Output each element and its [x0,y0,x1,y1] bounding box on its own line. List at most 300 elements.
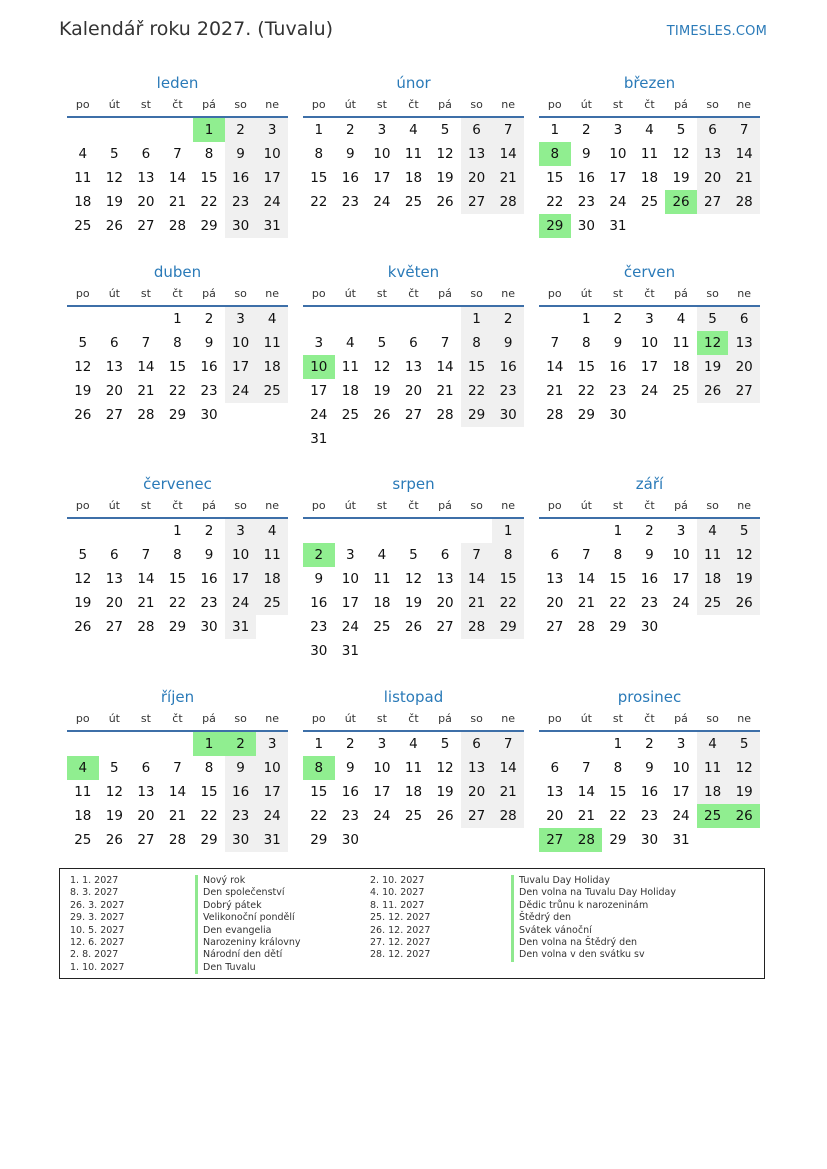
day-cell: 15 [168,571,187,587]
day-cell: 7 [173,760,182,776]
day-cell: 4 [67,756,99,780]
day-cell: 15 [609,784,627,800]
day-cell: 4 [377,547,387,563]
week-row [67,118,288,142]
weekday-label: ne [501,98,516,111]
weekday-label: út [108,287,120,300]
day-cell: 25 [74,832,92,848]
weekday-label: čt [172,98,183,111]
day-cell: 26 [697,379,729,403]
weekday-label: ne [501,712,516,725]
day-cell: 20 [137,808,155,824]
weekday-header [303,708,524,732]
day-cell: 7 [492,732,524,756]
month-7 [303,473,524,663]
day-cell: 1 [550,122,560,138]
month-6 [67,473,288,639]
weekday-header [539,94,760,118]
day-cell: 15 [168,359,187,375]
weekday-label: so [706,98,719,111]
empty-cell [728,828,760,852]
day-cell: 18 [74,808,92,824]
day-cell: 17 [256,166,288,190]
day-cell: 13 [404,359,423,375]
day-cell: 15 [310,170,328,186]
day-cell: 22 [461,379,493,403]
day-cell: 7 [582,547,591,563]
day-cell: 1 [613,736,623,752]
day-cell: 21 [492,780,524,804]
day-cell: 3 [346,547,355,563]
day-cell: 21 [461,591,493,615]
week-row [539,331,760,355]
week-row [303,756,524,780]
day-cell: 13 [105,359,123,375]
day-cell: 16 [609,359,627,375]
weekday-label: st [376,499,387,512]
day-cell: 18 [373,595,391,611]
empty-cell [366,639,398,663]
empty-cell [634,403,666,427]
weekday-label: so [234,98,247,111]
day-cell: 17 [672,571,690,587]
empty-cell [67,118,99,142]
day-cell: 9 [314,571,324,587]
day-cell: 4 [409,122,418,138]
day-cell: 25 [697,591,729,615]
day-cell: 28 [461,615,493,639]
day-cell: 10 [373,146,391,162]
empty-cell [99,519,131,543]
day-cell: 10 [225,331,257,355]
empty-cell [130,519,162,543]
empty-cell [256,615,288,639]
month-name: červenec [143,475,212,493]
day-cell: 19 [728,567,760,591]
day-cell: 21 [168,194,187,210]
day-cell: 29 [492,615,524,639]
weekday-label: po [311,712,326,725]
day-cell: 5 [728,732,760,756]
day-cell: 16 [341,784,359,800]
day-cell: 12 [728,543,760,567]
day-cell: 28 [436,407,454,423]
day-cell: 20 [697,166,729,190]
day-cell: 5 [110,146,119,162]
weekday-label: so [706,712,719,725]
weekday-label: po [311,98,326,111]
empty-cell [398,307,430,331]
legend-holiday-name: Velikonoční pondělí [195,912,301,924]
week-row [303,804,524,828]
month-name: květen [387,263,440,281]
week-row [303,639,524,663]
day-cell: 5 [377,335,387,351]
week-row [539,379,760,403]
day-cell: 27 [137,218,155,234]
legend-date: 10. 5. 2027 [70,924,125,936]
empty-cell [571,519,603,543]
legend-date: 29. 3. 2027 [70,912,125,924]
weekday-label: út [580,712,592,725]
day-cell: 31 [310,431,328,447]
weekday-header [67,94,288,118]
day-cell: 24 [256,190,288,214]
day-cell: 20 [105,595,123,611]
day-cell: 10 [303,355,335,379]
week-row [303,307,524,331]
day-cell: 17 [373,784,391,800]
empty-cell [67,307,99,331]
month-11 [539,686,760,852]
day-cell: 13 [697,142,729,166]
week-row [303,615,524,639]
day-cell: 5 [78,547,88,563]
weekday-label: pá [674,712,688,725]
week-row [539,615,760,639]
day-cell: 16 [577,170,595,186]
day-cell: 22 [577,383,595,399]
day-cell: 23 [200,595,218,611]
weekday-label: ne [501,499,516,512]
day-cell: 10 [225,543,257,567]
day-cell: 9 [204,547,214,563]
empty-cell [366,427,398,451]
day-cell: 18 [404,170,423,186]
day-cell: 11 [640,146,659,162]
week-row [539,828,760,852]
day-cell: 22 [200,194,218,210]
weekday-label: st [140,287,151,300]
day-cell: 28 [492,804,524,828]
day-cell: 30 [225,828,257,852]
day-cell: 22 [609,595,627,611]
weekday-label: ne [737,287,752,300]
day-cell: 29 [200,218,218,234]
day-cell: 28 [577,619,595,635]
day-cell: 25 [640,194,659,210]
day-cell: 21 [168,808,187,824]
day-cell: 2 [645,736,654,752]
day-cell: 14 [577,571,595,587]
day-cell: 26 [74,619,92,635]
empty-cell [429,828,461,852]
day-cell: 13 [105,571,123,587]
day-cell: 18 [341,383,359,399]
weekday-label: čt [172,499,183,512]
weekday-label: po [547,712,562,725]
day-cell: 17 [640,359,659,375]
legend-holiday-name: Dědic trůnu k narozeninám [511,900,676,912]
day-cell: 9 [225,142,257,166]
weekday-label: so [234,712,247,725]
day-cell: 6 [461,732,493,756]
day-cell: 21 [436,383,454,399]
empty-cell [398,828,430,852]
day-cell: 19 [672,170,690,186]
day-cell: 22 [310,194,328,210]
day-cell: 6 [141,146,151,162]
day-cell: 19 [105,194,123,210]
weekday-header [539,495,760,519]
week-row [67,567,288,591]
weekday-header [539,283,760,307]
empty-cell [728,214,760,238]
day-cell: 19 [436,170,454,186]
weekday-header [303,94,524,118]
day-cell: 25 [74,218,92,234]
day-cell: 24 [672,808,690,824]
day-cell: 24 [373,194,391,210]
day-cell: 19 [404,595,423,611]
weekday-label: čt [172,712,183,725]
week-row [67,756,288,780]
day-cell: 3 [225,519,257,543]
day-cell: 24 [609,194,627,210]
day-cell: 10 [640,335,659,351]
day-cell: 1 [582,311,591,327]
weekday-label: pá [674,287,688,300]
day-cell: 16 [200,359,218,375]
week-row [539,732,760,756]
day-cell: 27 [105,619,123,635]
legend-date: 12. 6. 2027 [70,937,125,949]
week-row [67,732,288,756]
week-row [303,427,524,451]
day-cell: 10 [256,756,288,780]
day-cell: 13 [137,784,155,800]
day-cell: 6 [697,118,729,142]
day-cell: 16 [341,170,359,186]
day-cell: 29 [609,832,627,848]
day-cell: 27 [137,832,155,848]
week-row [539,190,760,214]
day-cell: 2 [204,311,214,327]
day-cell: 21 [546,383,564,399]
day-cell: 26 [728,804,760,828]
day-cell: 2 [346,122,355,138]
day-cell: 17 [225,355,257,379]
day-cell: 31 [672,832,690,848]
empty-cell [665,214,697,238]
legend-left-names [195,875,301,974]
day-cell: 30 [640,619,659,635]
week-row [539,307,760,331]
empty-cell [429,427,461,451]
month-name: únor [396,74,431,92]
day-cell: 11 [672,335,690,351]
legend-holiday-name: Tuvalu Day Holiday [511,875,676,887]
week-row [303,403,524,427]
day-cell: 9 [225,756,257,780]
empty-cell [665,403,697,427]
week-row [303,331,524,355]
day-cell: 13 [137,170,155,186]
day-cell: 25 [256,379,288,403]
day-cell: 11 [74,784,92,800]
month-4 [303,261,524,451]
weekday-label: ne [265,499,280,512]
month-name: září [635,475,664,493]
weekday-label: po [311,287,326,300]
day-cell: 27 [404,407,423,423]
day-cell: 25 [256,591,288,615]
day-cell: 27 [546,619,564,635]
weekday-label: st [612,287,623,300]
weekday-label: so [706,499,719,512]
weekday-label: po [75,499,90,512]
day-cell: 9 [645,547,654,563]
day-cell: 4 [256,307,288,331]
week-row [303,118,524,142]
day-cell: 28 [137,619,155,635]
week-row [303,567,524,591]
day-cell: 7 [141,547,151,563]
week-row [539,756,760,780]
day-cell: 14 [168,784,187,800]
weekday-label: st [612,499,623,512]
day-cell: 8 [303,756,335,780]
day-cell: 25 [404,808,423,824]
day-cell: 26 [436,194,454,210]
day-cell: 26 [105,218,123,234]
day-cell: 27 [461,190,493,214]
day-cell: 14 [492,142,524,166]
day-cell: 11 [256,543,288,567]
empty-cell [130,307,162,331]
day-cell: 19 [697,355,729,379]
empty-cell [366,828,398,852]
day-cell: 14 [137,571,155,587]
day-cell: 17 [609,170,627,186]
day-cell: 3 [613,122,623,138]
weekday-label: čt [644,287,655,300]
legend-holiday-name: Dobrý pátek [195,900,301,912]
day-cell: 12 [105,784,123,800]
day-cell: 11 [341,359,359,375]
day-cell: 8 [314,146,324,162]
day-cell: 7 [440,335,450,351]
page-title: Kalendář roku 2027. (Tuvalu) [59,18,334,40]
empty-cell [728,403,760,427]
week-row [67,804,288,828]
day-cell: 12 [436,760,454,776]
day-cell: 3 [377,736,387,752]
day-cell: 2 [225,118,257,142]
day-cell: 8 [613,760,623,776]
day-cell: 13 [546,784,564,800]
empty-cell [697,828,729,852]
day-cell: 27 [461,804,493,828]
day-cell: 11 [404,146,423,162]
day-cell: 4 [78,146,88,162]
day-cell: 15 [577,359,595,375]
day-cell: 11 [404,760,423,776]
day-cell: 12 [728,756,760,780]
weekday-header [67,283,288,307]
empty-cell [303,307,335,331]
weekday-label: ne [265,287,280,300]
day-cell: 4 [697,519,729,543]
day-cell: 25 [697,804,729,828]
day-cell: 5 [78,335,88,351]
week-row [539,519,760,543]
legend-left-dates [70,875,124,974]
day-cell: 18 [672,359,690,375]
day-cell: 23 [310,619,328,635]
day-cell: 30 [609,407,627,423]
day-cell: 29 [609,619,627,635]
day-cell: 2 [613,311,623,327]
day-cell: 7 [461,543,493,567]
day-cell: 31 [609,218,627,234]
week-row [539,166,760,190]
week-row [303,519,524,543]
day-cell: 8 [539,142,571,166]
week-row [303,355,524,379]
day-cell: 17 [225,567,257,591]
week-row [303,166,524,190]
day-cell: 20 [461,780,493,804]
weekday-label: pá [202,287,216,300]
month-3 [67,261,288,427]
day-cell: 22 [546,194,564,210]
day-cell: 15 [461,355,493,379]
day-cell: 14 [577,784,595,800]
week-row [67,615,288,639]
legend-date: 1. 10. 2027 [70,961,125,973]
day-cell: 1 [314,122,324,138]
day-cell: 27 [539,828,571,852]
day-cell: 19 [436,784,454,800]
day-cell: 18 [256,355,288,379]
day-cell: 20 [546,808,564,824]
empty-cell [429,519,461,543]
day-cell: 22 [310,808,328,824]
weekday-label: út [108,98,120,111]
day-cell: 20 [461,166,493,190]
week-row [67,828,288,852]
day-cell: 9 [582,146,591,162]
weekday-label: čt [408,712,419,725]
day-cell: 12 [404,571,423,587]
day-cell: 31 [256,828,288,852]
day-cell: 7 [582,760,591,776]
day-cell: 29 [539,214,571,238]
day-cell: 4 [697,732,729,756]
empty-cell [665,615,697,639]
legend-date: 4. 10. 2027 [370,887,425,899]
month-name: březen [623,74,676,92]
day-cell: 23 [341,194,359,210]
day-cell: 12 [697,331,729,355]
day-cell: 4 [346,335,355,351]
day-cell: 3 [377,122,387,138]
day-cell: 17 [256,780,288,804]
day-cell: 28 [546,407,564,423]
day-cell: 2 [303,543,335,567]
weekday-label: ne [737,98,752,111]
day-cell: 20 [728,355,760,379]
day-cell: 13 [461,142,493,166]
legend-date: 2. 10. 2027 [370,875,425,886]
week-row [539,567,760,591]
site-link[interactable]: TIMESLES.COM [666,24,767,39]
empty-cell [461,427,493,451]
day-cell: 7 [492,118,524,142]
day-cell: 25 [672,383,690,399]
day-cell: 26 [373,407,391,423]
